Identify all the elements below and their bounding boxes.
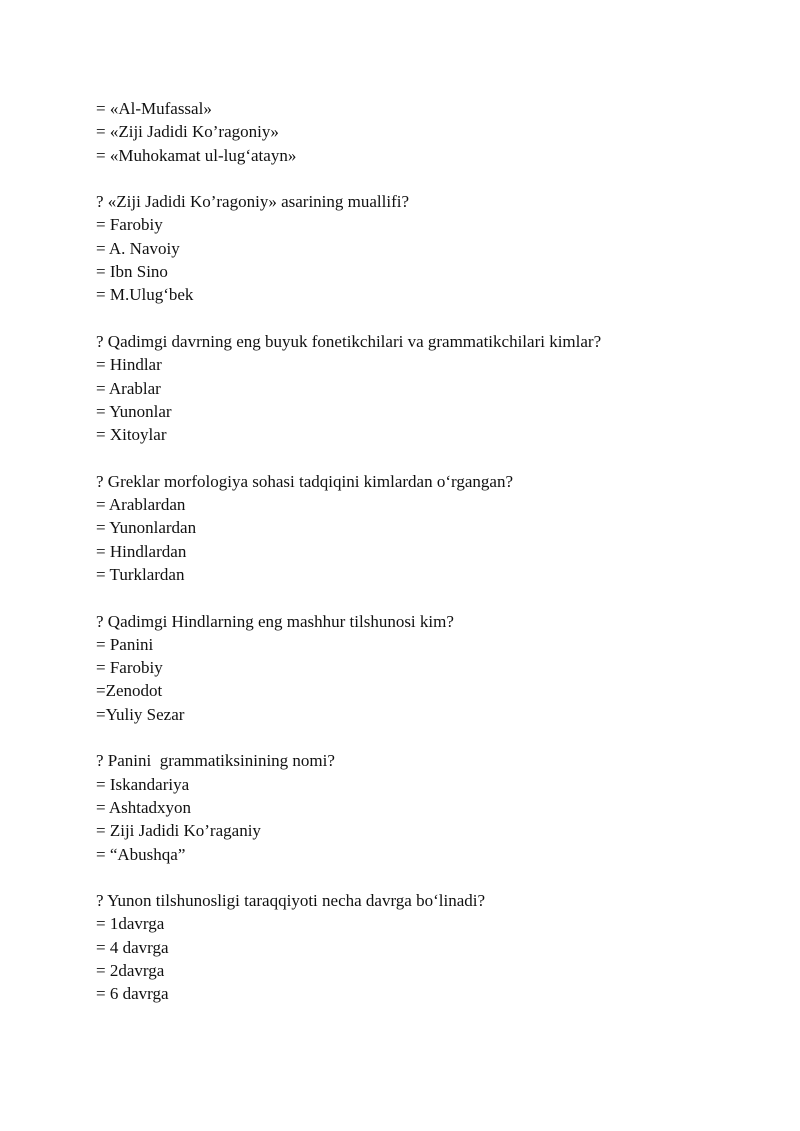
quiz-block [96, 330, 736, 446]
answer-option: = «Al-Mufassal» [96, 99, 212, 118]
answer-option: = «Muhokamat ul-lug‘atayn» [96, 145, 297, 165]
answer-option: = “Abushqa” [96, 844, 186, 864]
question-text: ? Panini grammatiksinining nomi? [96, 751, 335, 771]
answer-option: = Ibn Sino [96, 262, 168, 282]
answer-option: =Yuliy Sezar [96, 704, 185, 724]
question-text: ? Yunon tilshunosligi taraqqiyoti necha davrga bo‘linadi? [96, 891, 486, 911]
answer-option: = «Ziji Jadidi Ko’ragoniy» [96, 122, 279, 142]
quiz-block [96, 889, 736, 1005]
answer-option: = Arablar [96, 378, 161, 398]
answer-option: = Farobiy [96, 215, 163, 235]
answer-option: = M.Ulug‘bek [96, 285, 194, 305]
answer-option: = 4 davrga [96, 937, 169, 957]
answer-option: = 2davrga [96, 960, 165, 980]
quiz-block [96, 190, 736, 306]
quiz-block [96, 97, 736, 167]
quiz-block [96, 749, 736, 865]
answer-option: = Yunonlar [96, 401, 172, 421]
answer-option: = Hindlar [96, 355, 162, 375]
answer-option: = A. Navoiy [96, 238, 180, 258]
answer-option: = Ziji Jadidi Ko’raganiy [96, 821, 261, 841]
quiz-block [96, 470, 736, 586]
answer-option: = Ashtadxyon [96, 797, 192, 817]
answer-option: = Farobiy [96, 658, 163, 678]
quiz-block [96, 610, 736, 726]
answer-option: = Yunonlardan [96, 518, 197, 538]
answer-option: = Hindlardan [96, 541, 187, 561]
question-text: ? «Ziji Jadidi Ko’ragoniy» asarining muallifi? [96, 192, 410, 212]
answer-option: = 1davrga [96, 914, 165, 934]
answer-option: = 6 davrga [96, 984, 169, 1004]
answer-option: = Iskandariya [96, 774, 190, 794]
answer-option: = Turklardan [96, 564, 185, 584]
question-text: ? Qadimgi Hindlarning eng mashhur tilshunosi kim? [96, 611, 454, 631]
answer-option: =Zenodot [96, 681, 163, 701]
answer-option: = Xitoylar [96, 425, 167, 445]
answer-option: = Arablardan [96, 495, 186, 515]
quiz-content [96, 97, 736, 1006]
question-text: ? Qadimgi davrning eng buyuk fonetikchilari va grammatikchilari kimlar? [96, 331, 602, 351]
question-text: ? Greklar morfologiya sohasi tadqiqini kimlardan o‘rgangan? [96, 471, 514, 491]
answer-option: = Panini [96, 634, 154, 654]
